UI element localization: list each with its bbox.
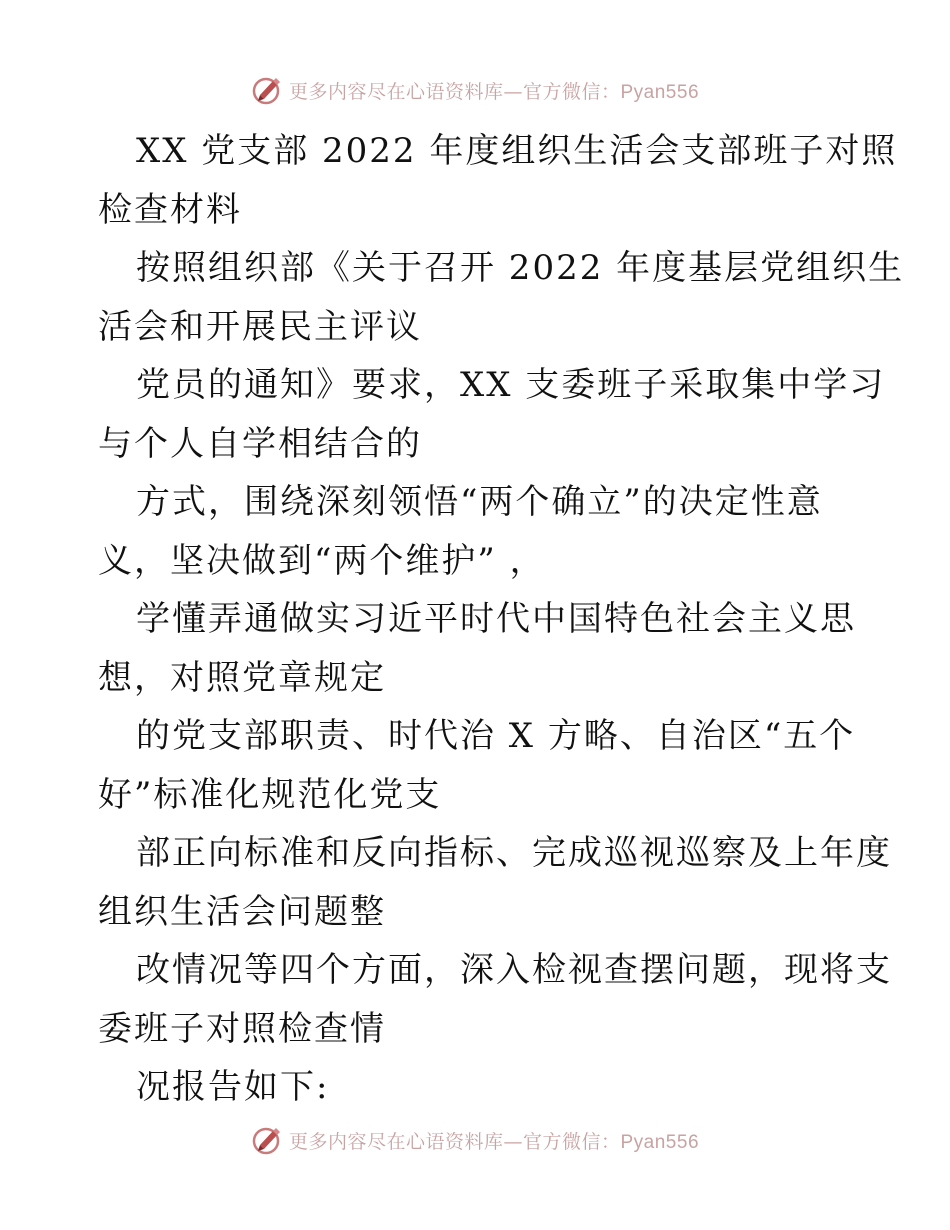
footer-watermark: [0, 1120, 950, 1160]
paragraph-line: 义，坚决做到“两个维护” ，: [98, 540, 546, 581]
paragraph-line: 方式，围绕深刻领悟“两个确立”的决定性意: [136, 482, 823, 522]
header-watermark: [0, 70, 950, 110]
pen-logo-icon: [251, 1123, 285, 1157]
paragraph-line: 改情况等四个方面，深入检视查摆问题，现将支: [136, 950, 892, 990]
paragraph-line: 委班子对照检查情: [98, 1008, 386, 1049]
paragraph-line: 按照组织部《关于召开 2022 年度基层党组织生: [136, 248, 905, 288]
paragraph-line: 好”标准化规范化党支: [98, 774, 442, 815]
paragraph-line: 想，对照党章规定: [98, 657, 386, 698]
paragraph-line: 学懂弄通做实习近平时代中国特色社会主义思: [136, 599, 856, 639]
paragraph-line: 与个人自学相结合的: [98, 423, 422, 464]
document-body: [98, 122, 905, 1117]
paragraph-line: 党员的通知》要求，XX 支委班子采取集中学习: [136, 365, 886, 405]
paragraph-line: 检查材料: [98, 189, 242, 230]
paragraph-line: 活会和开展民主评议: [98, 306, 422, 347]
watermark-text: 更多内容尽在心语资料库—官方微信：Pyan556: [288, 1130, 700, 1153]
paragraph-line: 的党支部职责、时代治 X 方略、自治区“五个: [136, 716, 856, 756]
paragraph-line: 组织生活会问题整: [98, 891, 386, 932]
watermark-text: 更多内容尽在心语资料库—官方微信：Pyan556: [288, 80, 700, 103]
paragraph-line: 部正向标准和反向指标、完成巡视巡察及上年度: [136, 833, 892, 873]
pen-logo-icon: [251, 73, 285, 107]
paragraph-line: 况报告如下:: [136, 1067, 330, 1107]
paragraph-line: XX 党支部 2022 年度组织生活会支部班子对照: [136, 131, 898, 171]
